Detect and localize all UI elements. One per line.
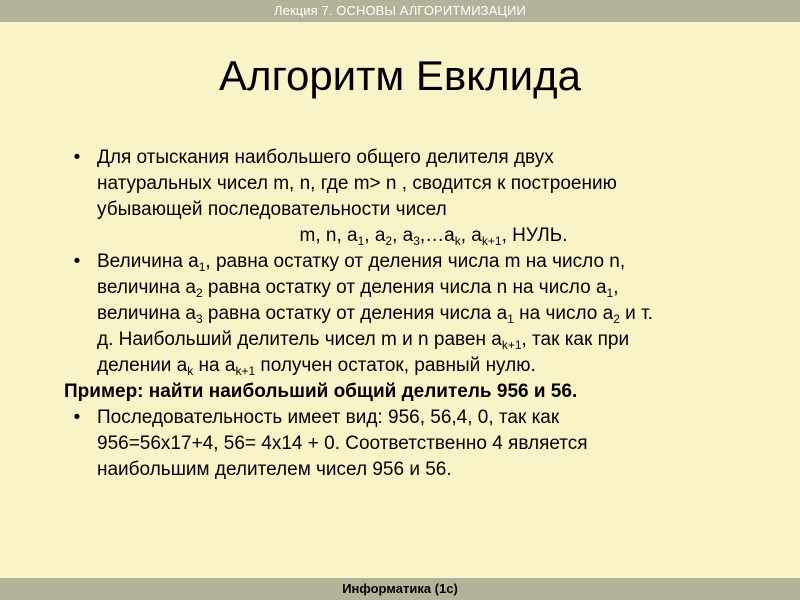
text-run: равна остатку от деления числа n на число a: [202, 277, 607, 298]
text-line: натуральных чисел m, n, где m> n , сводится к построению: [97, 173, 617, 194]
text-line: [97, 275, 770, 301]
bullet-item: [70, 405, 770, 483]
bullet-item: [70, 145, 770, 223]
text-line: Для отыскания наибольшего общего делителя двух: [97, 147, 554, 168]
subscript: 3: [413, 234, 420, 248]
subscript: 2: [195, 286, 203, 300]
lecture-label: Лекция 7. ОСНОВЫ АЛГОРИТМИЗАЦИИ: [273, 3, 527, 18]
subscript: k+1: [501, 338, 522, 352]
text-run: величина a: [97, 277, 196, 298]
text-run: ,…a: [419, 225, 455, 246]
example-heading: Пример: найти наибольший общий делитель 956 и 56.: [64, 381, 578, 402]
subscript: k+1: [481, 234, 502, 248]
subscript: 1: [198, 260, 206, 274]
subscript: 1: [357, 234, 365, 248]
subscript: 1: [606, 286, 614, 300]
text-run: на a: [193, 355, 236, 376]
text-run: m, n, a: [299, 225, 358, 246]
slide-title: Алгоритм Евклида: [219, 52, 581, 99]
text-run: , НУЛЬ.: [501, 225, 568, 246]
sequence-line: [70, 223, 770, 249]
bullet-item: [70, 249, 770, 379]
text-run: величина a: [97, 303, 196, 324]
subscript: 2: [613, 312, 620, 326]
text-run: делении a: [97, 355, 188, 376]
text-run: получен остаток, равный нулю.: [255, 355, 536, 376]
bullet-icon: •: [73, 407, 81, 428]
subscript: k: [454, 234, 461, 248]
text-line: убывающей последовательности чисел: [97, 199, 447, 220]
text-line: Последовательность имеет вид: 956, 56,4, 0, так как: [97, 407, 560, 428]
text-run: , a: [364, 225, 386, 246]
text-run: на число a: [513, 303, 614, 324]
subscript: k: [187, 364, 194, 378]
text-run: Величина a: [97, 251, 199, 272]
bullet-icon: •: [73, 147, 81, 168]
subscript: 1: [507, 312, 514, 326]
text-run: , так как при: [521, 329, 630, 350]
subscript: 2: [385, 234, 393, 248]
text-run: , равна остатку от деления числа m на число n,: [205, 251, 626, 272]
bullet-icon: •: [73, 251, 81, 272]
subscript: 3: [195, 312, 203, 326]
text-run: , a: [460, 225, 482, 246]
text-line: наибольшим делителем чисел 956 и 56.: [97, 459, 452, 480]
footer-bar: [0, 578, 800, 600]
text-line: [97, 353, 770, 379]
text-run: ,: [613, 277, 619, 298]
course-label: Информатика (1с): [342, 581, 458, 596]
text-run: и т.: [619, 303, 653, 324]
subscript: k+1: [235, 364, 256, 378]
text-run: , a: [392, 225, 414, 246]
text-run: равна остатку от деления числа a: [202, 303, 508, 324]
text-line: [97, 301, 770, 327]
text-line: [97, 249, 770, 275]
header-bar: [0, 0, 800, 22]
text-line: [97, 327, 770, 353]
text-line: 956=56x17+4, 56= 4x14 + 0. Соответственно 4 является: [97, 433, 588, 454]
slide-body: [64, 145, 770, 483]
text-run: д. Наибольший делитель чисел m и n равен a: [97, 329, 502, 350]
